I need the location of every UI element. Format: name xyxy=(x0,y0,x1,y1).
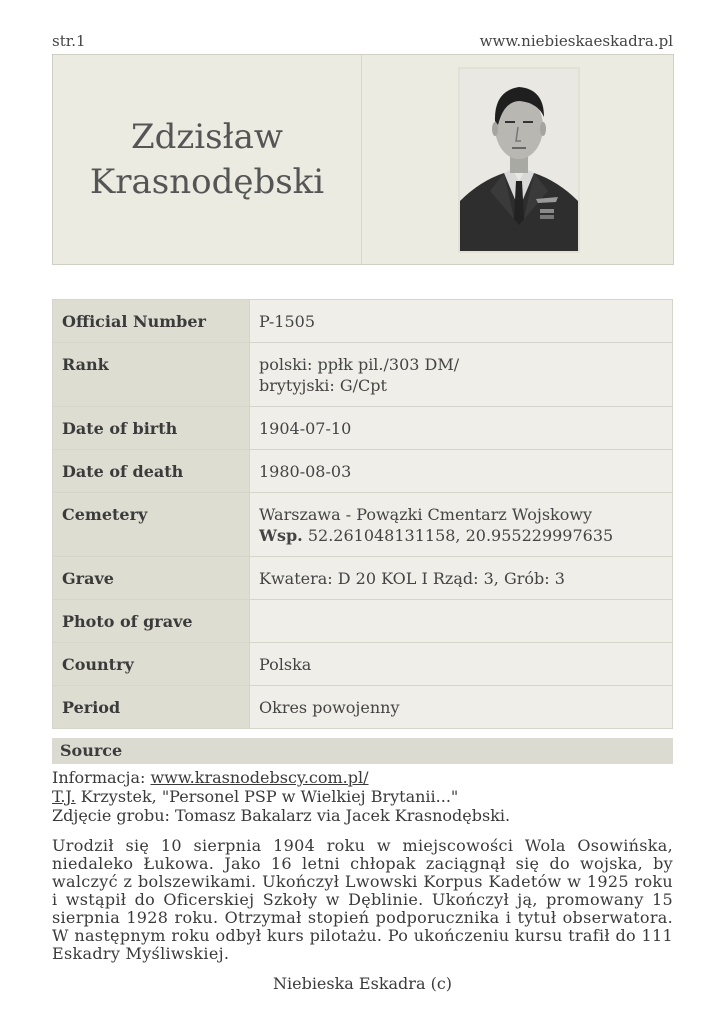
table-row xyxy=(53,643,673,686)
date-of-birth-value: 1904-07-10 xyxy=(250,407,673,450)
source-info-line xyxy=(52,768,673,787)
date-of-death-value: 1980-08-03 xyxy=(250,450,673,493)
page-header xyxy=(52,32,673,55)
country-label: Country xyxy=(53,643,250,686)
period-value: Okres powojenny xyxy=(250,686,673,729)
grave-value: Kwatera: D 20 KOL I Rząd: 3, Grób: 3 xyxy=(250,557,673,600)
source-author-line xyxy=(52,787,673,806)
official-number-label: Official Number xyxy=(53,300,250,343)
table-row xyxy=(53,300,673,343)
rank-polish: polski: ppłk pil./303 DM/ xyxy=(259,355,460,374)
footer-copyright: Niebieska Eskadra (c) xyxy=(272,974,453,993)
coordinates-label: Wsp. xyxy=(259,526,303,545)
official-number-value: P-1505 xyxy=(250,300,673,343)
source-list xyxy=(52,768,673,825)
page-number: str.1 xyxy=(52,32,86,50)
photo-cell xyxy=(362,55,673,264)
portrait-photo xyxy=(458,67,580,253)
photo-of-grave-label: Photo of grave xyxy=(53,600,250,643)
first-name: Zdzisław xyxy=(130,116,284,157)
table-row xyxy=(53,493,673,557)
source-photo-credit: Zdjęcie grobu: Tomasz Bakalarz via Jacek Krasnodębski. xyxy=(52,806,511,825)
source-author-text: Krzystek, "Personel PSP w Wielkiej Brytanii..." xyxy=(80,787,459,806)
photo-of-grave-value xyxy=(250,600,673,643)
rank-label: Rank xyxy=(53,343,250,407)
source-info-link[interactable]: www.krasnodebscy.com.pl/ xyxy=(150,768,369,787)
period-label: Period xyxy=(53,686,250,729)
rank-value xyxy=(250,343,673,407)
table-row xyxy=(53,686,673,729)
site-url[interactable]: www.niebieskaeskadra.pl xyxy=(479,32,673,50)
table-row xyxy=(53,343,673,407)
biography-text: Urodził się 10 sierpnia 1904 roku w miejscowości Wola Osowińska, niedaleko Łukowa. Jako 16 letni chłopak zaciągnął się do wojska, by walczyć z bolszewikami. Ukończył Lwowski Korpus Kadetów w 1925 roku i wstąpił do Oficerskiej Szkoły w Dęblinie. Ukończył ją, promowany 15 sierpnia 1928 roku. Otrzymał stopień podporucznika i tytuł obserwatora. W następnym roku odbył kurs pilotażu. Po ukończeniu kursu trafił do 111 Eskadry Myśliwskiej. xyxy=(52,836,673,963)
country-value: Polska xyxy=(250,643,673,686)
service-record-table xyxy=(52,299,673,729)
table-row xyxy=(53,600,673,643)
cemetery-label: Cemetery xyxy=(53,493,250,557)
person-name xyxy=(53,55,362,264)
source-author-link[interactable]: T.J. xyxy=(52,787,76,806)
last-name: Krasnodębski xyxy=(89,161,325,202)
grave-label: Grave xyxy=(53,557,250,600)
source-heading: Source xyxy=(52,738,673,764)
coordinates-value: 52.261048131158, 20.955229997635 xyxy=(307,526,614,545)
profile-header xyxy=(52,54,674,265)
table-row xyxy=(53,450,673,493)
source-info-label: Informacja: xyxy=(52,768,146,787)
cemetery-value xyxy=(250,493,673,557)
date-of-birth-label: Date of birth xyxy=(53,407,250,450)
rank-british: brytyjski: G/Cpt xyxy=(259,376,387,395)
table-row xyxy=(53,407,673,450)
cemetery-name: Warszawa - Powązki Cmentarz Wojskowy xyxy=(259,505,593,524)
date-of-death-label: Date of death xyxy=(53,450,250,493)
table-row xyxy=(53,557,673,600)
